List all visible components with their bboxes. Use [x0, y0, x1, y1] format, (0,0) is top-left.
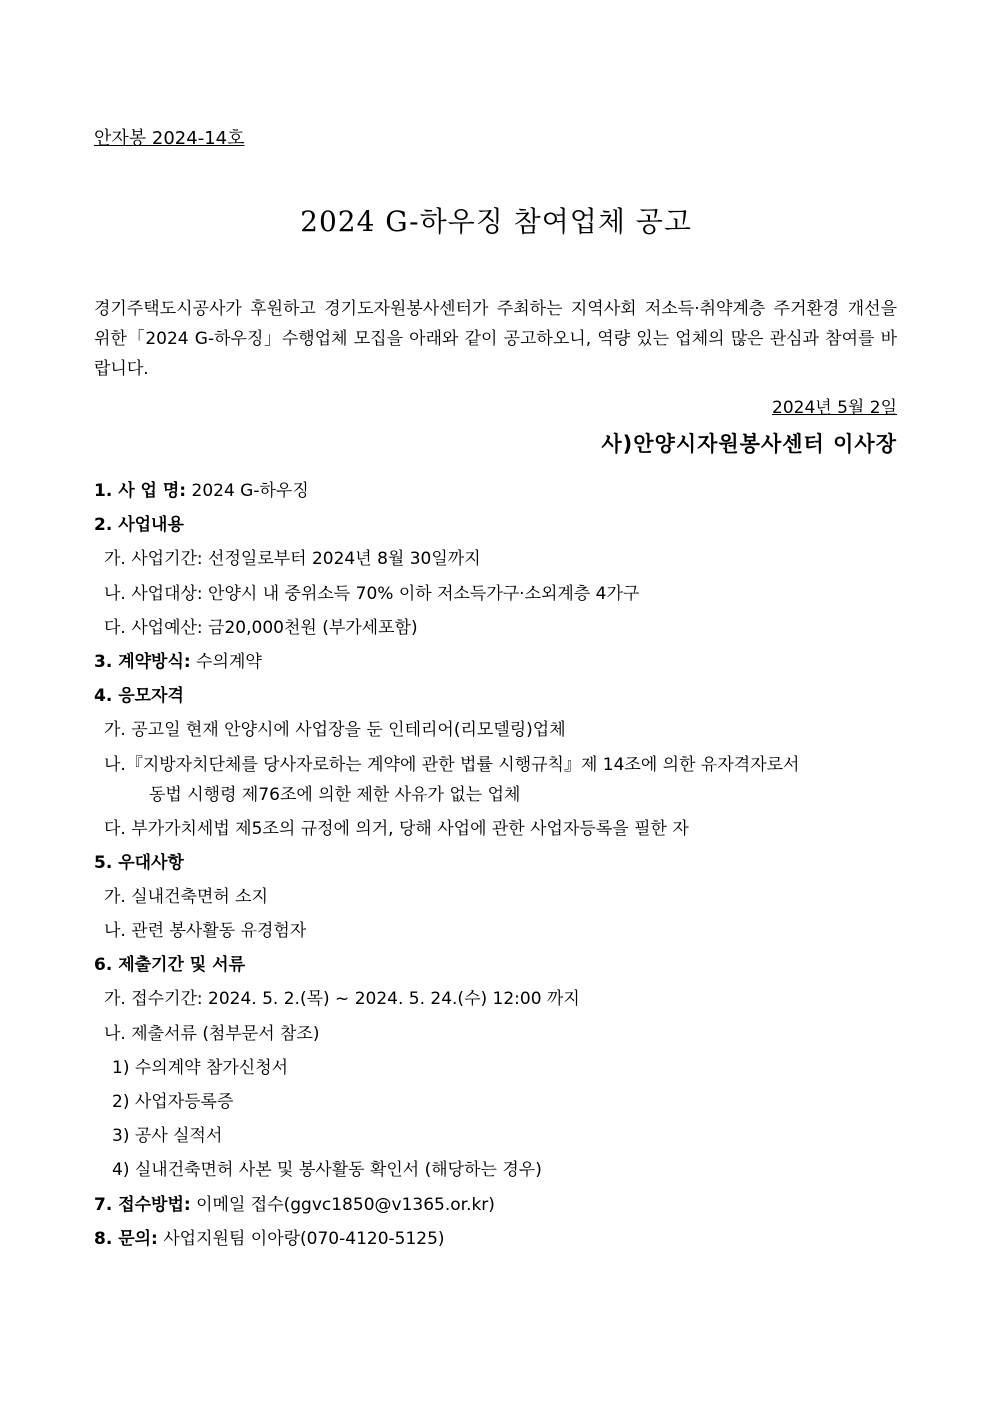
- document-item: 4) 실내건축면허 사본 및 봉사활동 확인서 (해당하는 경우): [112, 1160, 542, 1181]
- section-value: 수의계약: [190, 651, 262, 672]
- document-item: 2) 사업자등록증: [112, 1092, 234, 1112]
- section-label: 1. 사 업 명:: [94, 481, 187, 501]
- list-item: 나. 제출서류 (첨부문서 참조): [104, 1023, 320, 1044]
- list-item-line: 나.『지방자치단체를 당사자로하는 계약에 관한 법률 시행규칙』제 14조에 의한 유자격자로서: [104, 754, 800, 775]
- list-item: 다. 부가가치세법 제5조의 규정에 의거, 당해 사업에 관한 사업자등록을 필한 자: [104, 818, 689, 839]
- section-preferences: 5. 우대사항: [94, 852, 184, 873]
- section-project-name: [94, 474, 897, 508]
- list-item: 나. 사업대상: 안양시 내 중위소득 70% 이하 저소득가구·소외계층 4가구: [104, 583, 640, 604]
- intro-paragraph: 경기주택도시공사가 후원하고 경기도자원봉사센터가 주최하는 지역사회 저소득·취약계층 주거환경 개선을 위한「2024 G-하우징」수행업체 모집을 아래와 같이 공고하오니, 역량 있는 업체의 많은 관심과 참여를 바랍니다.: [94, 299, 897, 379]
- announcement-date: 2024년 5월 2일: [772, 398, 897, 418]
- document-item: 1) 수의계약 참가신청서: [112, 1057, 289, 1078]
- section-submission: 6. 제출기간 및 서류: [94, 955, 245, 976]
- list-item-multiline: [94, 750, 897, 810]
- section-eligibility: 4. 응모자격: [94, 686, 184, 707]
- document-number: 안자봉 2024-14호: [94, 128, 245, 149]
- section-inquiry: [94, 1222, 897, 1256]
- document-item: 3) 공사 실적서: [112, 1126, 223, 1147]
- section-value: 사업지원팀 이아랑(070-4120-5125): [157, 1228, 445, 1249]
- section-submission-method: [94, 1188, 897, 1222]
- page-title: 2024 G-하우징 참여업체 공고: [300, 205, 692, 238]
- section-contract-method: [94, 645, 897, 679]
- announcement-body: [94, 474, 897, 1256]
- list-item: 나. 관련 봉사활동 유경험자: [104, 921, 307, 942]
- list-item: 가. 공고일 현재 안양시에 사업장을 둔 인테리어(리모델링)업체: [104, 720, 566, 741]
- list-item: 가. 사업기간: 선정일로부터 2024년 8월 30일까지: [104, 549, 481, 570]
- section-value: 이메일 접수(ggvc1850@v1365.or.kr): [190, 1194, 495, 1215]
- section-value: 2024 G-하우징: [186, 481, 309, 501]
- section-label: 3. 계약방식:: [94, 651, 191, 672]
- list-item-continuation: 동법 시행령 제76조에 의한 제한 사유가 없는 업체: [149, 784, 521, 805]
- section-business-content: 2. 사업내용: [94, 515, 184, 536]
- list-item: 가. 접수기간: 2024. 5. 2.(목) ~ 2024. 5. 24.(수) 12:00 까지: [104, 989, 580, 1010]
- list-item: 가. 실내건축면허 소지: [104, 886, 269, 907]
- list-item: 다. 사업예산: 금20,000천원 (부가세포함): [104, 617, 418, 638]
- issuer-name: 사)안양시자원봉사센터 이사장: [601, 432, 897, 456]
- section-label: 7. 접수방법:: [94, 1194, 191, 1215]
- section-label: 8. 문의:: [94, 1228, 158, 1249]
